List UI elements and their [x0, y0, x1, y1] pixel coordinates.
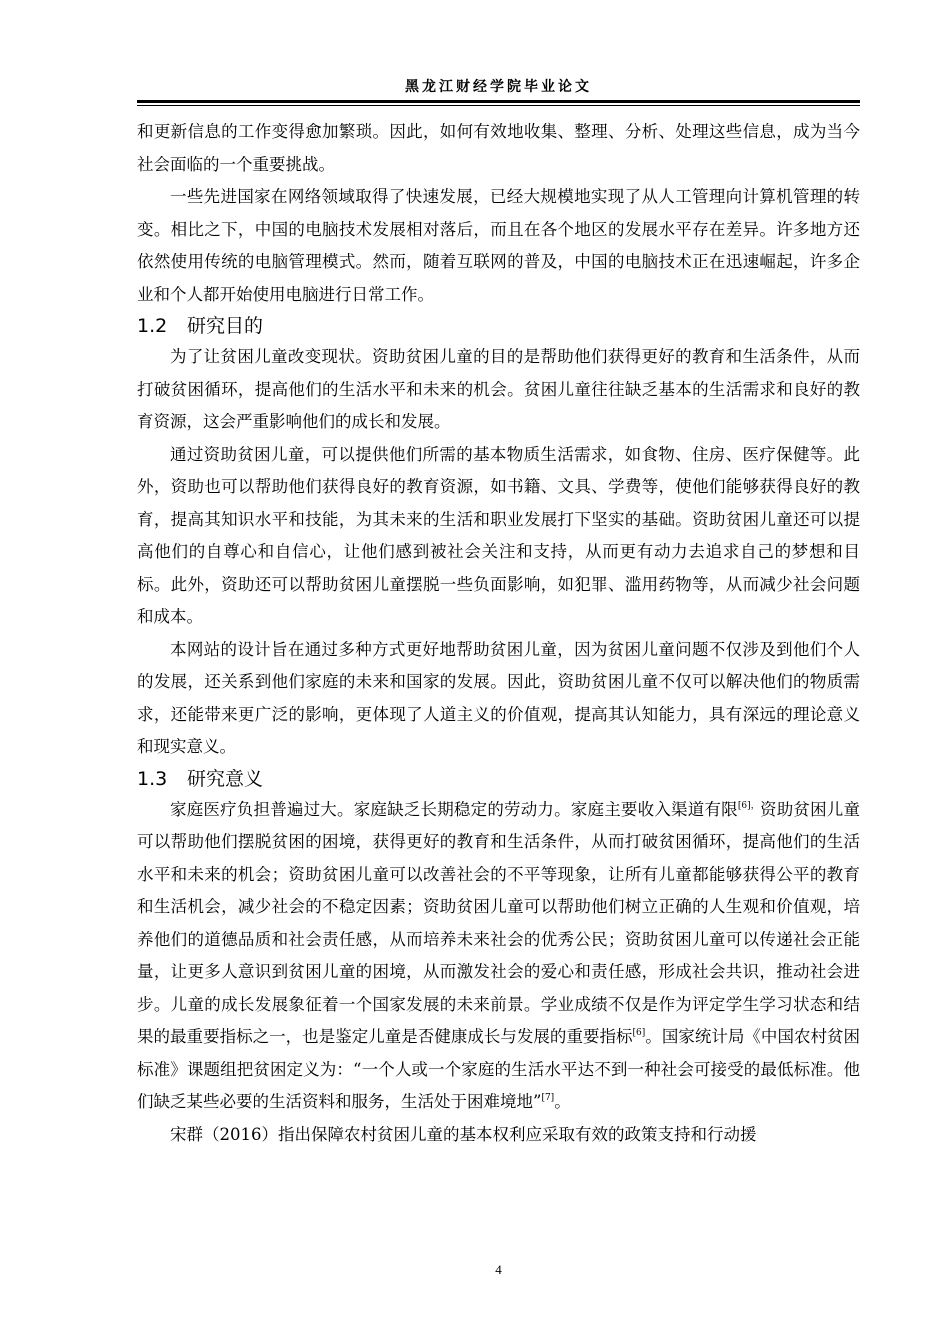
- section-title: 研究目的: [187, 315, 264, 337]
- text-run: 家庭医疗负担普遍过大。家庭缺乏长期稳定的劳动力。家庭主要收入渠道有限: [170, 799, 738, 819]
- section-number: 1.3: [137, 767, 168, 790]
- page-body: [137, 116, 860, 1151]
- text-run: 资助贫困儿童可以帮助他们摆脱贫困的困境，获得更好的教育和生活条件，从而打破贫困循环，提高他们的生活水平和未来的机会；资助贫困儿童可以改善社会的不平等现象，让所有儿童都能够获得公平的教育和生活机会，减少社会的不稳定因素；资助贫困儿童可以帮助他们树立正确的人生观和价值观，培养他们的道德品质和社会责任感，从而培养未来社会的优秀公民；资助贫困儿童可以传递社会正能量，让更多人意识到贫困儿童的困境，从而激发社会的爱心和责任感，形成社会共识，推动社会进步。儿童的成长发展象征着一个国家发展的未来前景。学业成绩不仅是作为评定学生学习状态和结果的最重要指标之一，也是鉴定儿童是否健康成长与发展的重要指标: [137, 799, 861, 1046]
- paragraph: 本网站的设计旨在通过多种方式更好地帮助贫困儿童，因为贫困儿童问题不仅涉及到他们个人的发展，还关系到他们家庭的未来和国家的发展。因此，资助贫困儿童不仅可以解决他们的物质需求，还能带来更广泛的影响，更体现了人道主义的价值观，提高其认知能力，具有深远的理论意义和现实意义。: [137, 639, 860, 756]
- paragraph-continued: 和更新信息的工作变得愈加繁琐。因此，如何有效地收集、整理、分析、处理这些信息，成为当今社会面临的一个重要挑战。: [137, 122, 860, 174]
- page-number: 4: [495, 1262, 502, 1277]
- paragraph: 为了让贫困儿童改变现状。资助贫困儿童的目的是帮助他们获得更好的教育和生活条件，从而打破贫困循环，提高他们的生活水平和未来的机会。贫困儿童往往缺乏基本的生活需求和良好的教育资源，这会严重影响他们的成长和发展。: [137, 347, 860, 431]
- citation-ref: [7]: [541, 1093, 555, 1103]
- header-rule-thin: [137, 105, 860, 106]
- text-run: 。: [554, 1092, 571, 1111]
- paragraph: 通过资助贫困儿童，可以提供他们所需的基本物质生活需求，如食物、住房、医疗保健等。此外，资助也可以帮助他们获得良好的教育资源，如书籍、文具、学费等，使他们能够获得良好的教育，提高其知识水平和技能，为其未来的生活和职业发展打下坚实的基础。资助贫困儿童还可以提高他们的自尊心和自信心，让他们感到被社会关注和支持，从而更有动力去追求自己的梦想和目标。此外，资助还可以帮助贫困儿童摆脱一些负面影响，如犯罪、滥用药物等，从而减少社会问题和成本。: [137, 444, 860, 626]
- running-header: 黑龙江财经学院毕业论文: [405, 79, 592, 95]
- citation-ref: [6]: [632, 1028, 646, 1038]
- paragraph: 一些先进国家在网络领域取得了快速发展，已经大规模地实现了从人工管理向计算机管理的转变。相比之下，中国的电脑技术发展相对落后，而且在各个地区的发展水平存在差异。许多地方还依然使用传统的电脑管理模式。然而，随着互联网的普及，中国的电脑技术正在迅速崛起，许多企业和个人都开始使用电脑进行日常工作。: [137, 187, 860, 304]
- paragraph: 宋群（2016）指出保障农村贫困儿童的基本权利应采取有效的政策支持和行动援: [170, 1124, 757, 1144]
- section-title: 研究意义: [187, 767, 264, 790]
- section-heading-1-3: [137, 764, 860, 794]
- paragraph: [137, 794, 860, 1119]
- citation-ref: [6]，: [737, 800, 760, 811]
- text-run: 。国家统计局《中国农村贫困标准》课题组把贫困定义为：“一个人或一个家庭的生活水平达不到一种社会可接受的最低标准。他们缺乏某些必要的生活资料和服务，生活处于困难境地”: [137, 1027, 861, 1111]
- section-number: 1.2: [137, 315, 168, 337]
- section-heading-1-2: [137, 311, 860, 341]
- header-rule-thick: [137, 100, 860, 103]
